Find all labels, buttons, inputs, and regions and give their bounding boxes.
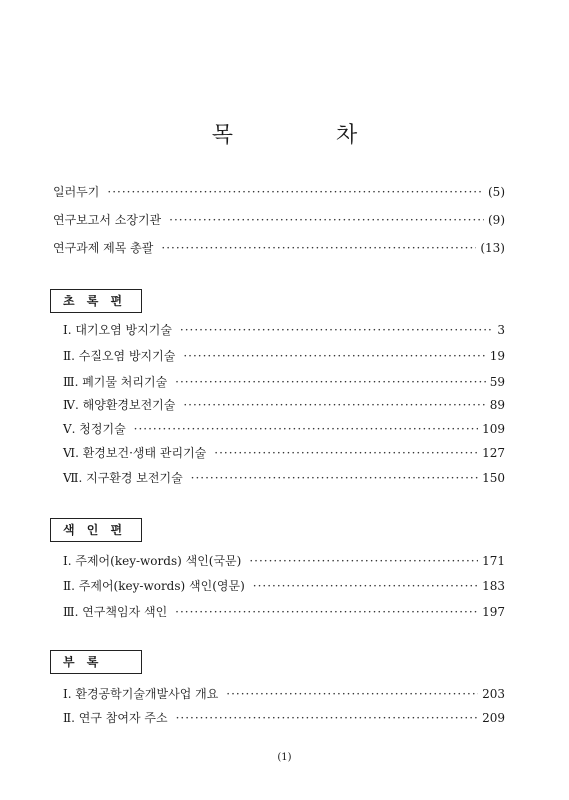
toc-entry-label: Ⅳ. 해양환경보전기술: [63, 398, 176, 412]
leader-dots: [134, 421, 478, 437]
toc-entry[interactable]: [53, 184, 505, 200]
toc-entry[interactable]: [63, 604, 505, 620]
leader-dots: [183, 348, 485, 364]
toc-entry[interactable]: [53, 212, 505, 228]
toc-entry-page: (5): [488, 185, 505, 199]
leader-dots: [176, 710, 479, 726]
section-heading: 초 록 편: [50, 289, 142, 313]
toc-entry-page: 203: [482, 687, 505, 701]
toc-entry-label: 연구과제 제목 총괄: [53, 241, 154, 255]
leader-dots: [253, 578, 478, 594]
toc-entry[interactable]: [63, 686, 505, 702]
toc-entry[interactable]: [63, 322, 505, 338]
toc-entry-label: Ⅱ. 주제어(key-words) 색인(영문): [63, 579, 245, 593]
toc-entry[interactable]: [63, 470, 505, 486]
leader-dots: [191, 470, 478, 486]
toc-entry-page: 59: [489, 375, 505, 389]
page-number: (1): [277, 752, 292, 763]
toc-entry-page: 150: [482, 471, 505, 485]
toc-entry-page: 3: [497, 323, 505, 337]
leader-dots: [180, 322, 493, 338]
toc-entry-label: Ⅵ. 환경보건·생태 관리기술: [63, 446, 207, 460]
toc-entry-label: Ⅲ. 연구책임자 색인: [63, 605, 168, 619]
toc-entry-page: (13): [480, 241, 505, 255]
toc-entry-label: Ⅱ. 연구 참여자 주소: [63, 711, 168, 725]
section-heading: 부 록: [50, 650, 142, 674]
leader-dots: [161, 240, 476, 256]
leader-dots: [169, 212, 484, 228]
toc-entry[interactable]: [63, 553, 505, 569]
toc-entry-page: 171: [482, 554, 505, 568]
toc-entry[interactable]: [63, 421, 505, 437]
toc-entry-page: 127: [482, 446, 505, 460]
section-heading: 색 인 편: [50, 518, 142, 542]
toc-entry[interactable]: [63, 374, 505, 390]
toc-entry[interactable]: [63, 397, 505, 413]
toc-entry[interactable]: [63, 710, 505, 726]
toc-entry-label: Ⅰ. 주제어(key-words) 색인(국문): [63, 554, 242, 568]
toc-entry[interactable]: [63, 445, 505, 461]
toc-entry[interactable]: [63, 348, 505, 364]
toc-entry[interactable]: [53, 240, 505, 256]
leader-dots: [107, 184, 484, 200]
toc-entry-label: 일러두기: [53, 185, 100, 199]
leader-dots: [226, 686, 478, 702]
leader-dots: [175, 374, 486, 390]
toc-entry-label: Ⅲ. 폐기물 처리기술: [63, 375, 168, 389]
toc-entry[interactable]: [63, 578, 505, 594]
toc-entry-page: 19: [489, 349, 505, 363]
toc-entry-label: Ⅱ. 수질오염 방지기술: [63, 349, 176, 363]
toc-entry-page: 89: [489, 398, 505, 412]
toc-entry-page: 197: [482, 605, 505, 619]
toc-entry-page: 109: [482, 422, 505, 436]
page-title: 목 차: [211, 123, 406, 148]
leader-dots: [175, 604, 478, 620]
toc-entry-page: 209: [482, 711, 505, 725]
toc-entry-label: 연구보고서 소장기관: [53, 213, 162, 227]
toc-entry-page: (9): [488, 213, 505, 227]
toc-entry-label: Ⅶ. 지구환경 보전기술: [63, 471, 183, 485]
toc-entry-label: Ⅰ. 대기오염 방지기술: [63, 323, 172, 337]
toc-entry-page: 183: [482, 579, 505, 593]
leader-dots: [183, 397, 485, 413]
toc-entry-label: Ⅰ. 환경공학기술개발사업 개요: [63, 687, 219, 701]
leader-dots: [214, 445, 478, 461]
toc-entry-label: Ⅴ. 청정기술: [63, 422, 126, 436]
leader-dots: [249, 553, 478, 569]
